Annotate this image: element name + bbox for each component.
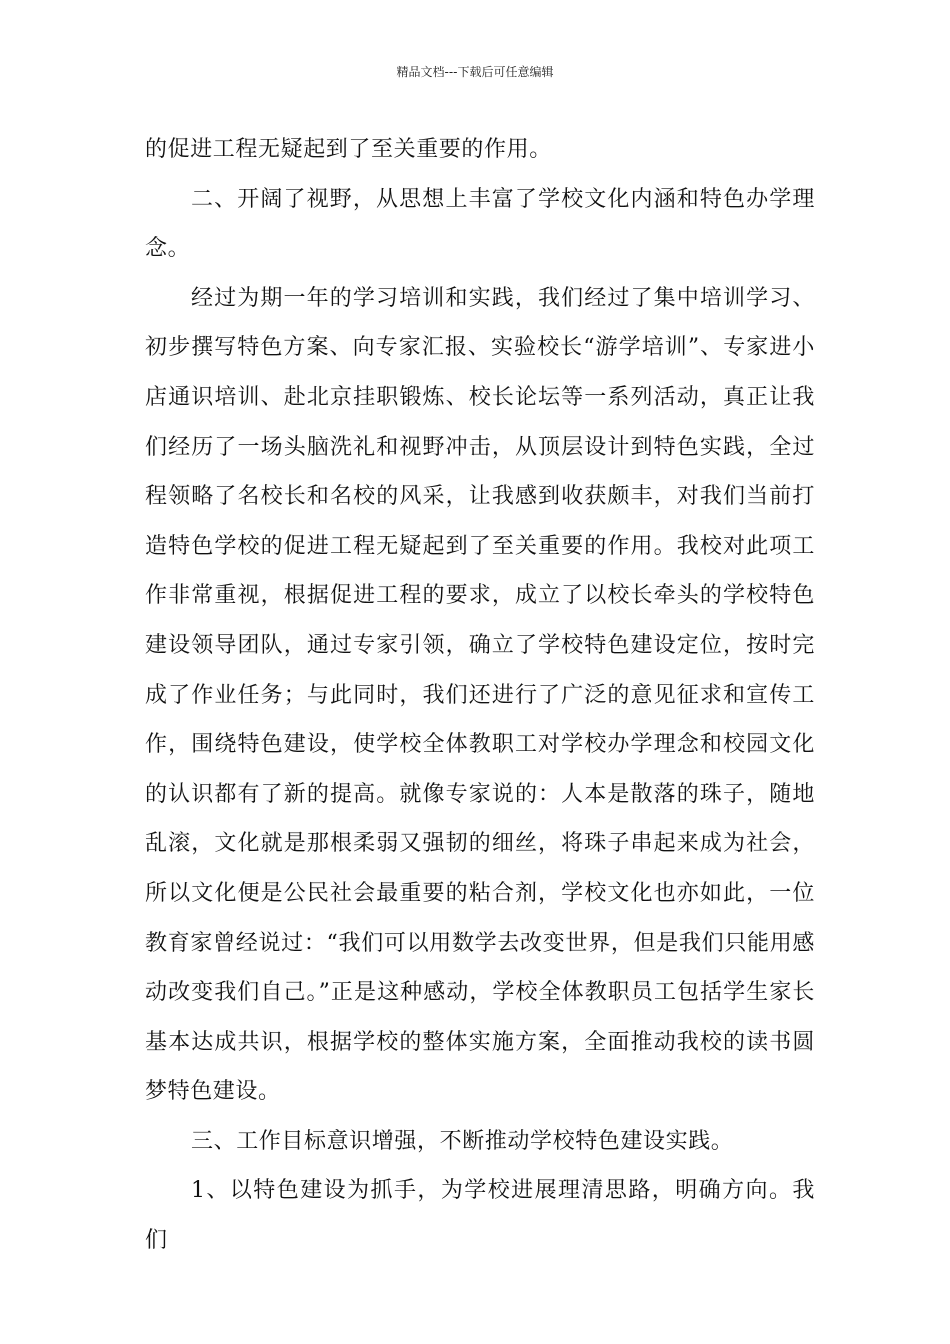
page-header: 精品文档---下载后可任意编辑 xyxy=(396,65,554,79)
paragraph-section-two-body: 经过为期一年的学习培训和实践，我们经过了集中培训学习、初步撰写特色方案、向专家汇报、实验校长“游学培训”、专家进小店通识培训、赴北京挂职锻炼、校长论坛等一系列活动，真正让我们经历了一场头脑洗礼和视野冲击，从顶层设计到特色实践，全过程领略了名校长和名校的风采，让我感到收获颇丰，对我们当前打造特色学校的促进工程无疑起到了至关重要的作用。我校对此项工作非常重视，根据促进工程的要求，成立了以校长牵头的学校特色建设领导团队，通过专家引领，确立了学校特色建设定位，按时完成了作业任务；与此同时，我们还进行了广泛的意见征求和宣传工作，围绕特色建设，使学校全体教职工对学校办学理念和校园文化的认识都有了新的提高。就像专家说的：人本是散落的珠子，随地乱滚，文化就是那根柔弱又强韧的细丝，将珠子串起来成为社会，所以文化便是公民社会最重要的粘合剂，学校文化也亦如此，一位教育家曾经说过：“我们可以用数学去改变世界，但是我们只能用感动改变我们自己。”正是这种感动，学校全体教职员工包括学生家长基本达成共识，根据学校的整体实施方案，全面推动我校的读书圆梦特色建设。 xyxy=(145,285,815,1105)
paragraph-section-three-heading: 三、工作目标意识增强，不断推动学校特色建设实践。 xyxy=(191,1128,734,1154)
paragraph-section-two-heading: 二、开阔了视野，从思想上丰富了学校文化内涵和特色办学理念。 xyxy=(145,186,815,262)
paragraph-section-three-item-one: 1、以特色建设为抓手，为学校进展理清思路，明确方向。我们 xyxy=(145,1178,815,1254)
document-body xyxy=(145,125,815,1266)
paragraph-continuation: 的促进工程无疑起到了至关重要的作用。 xyxy=(145,137,552,162)
